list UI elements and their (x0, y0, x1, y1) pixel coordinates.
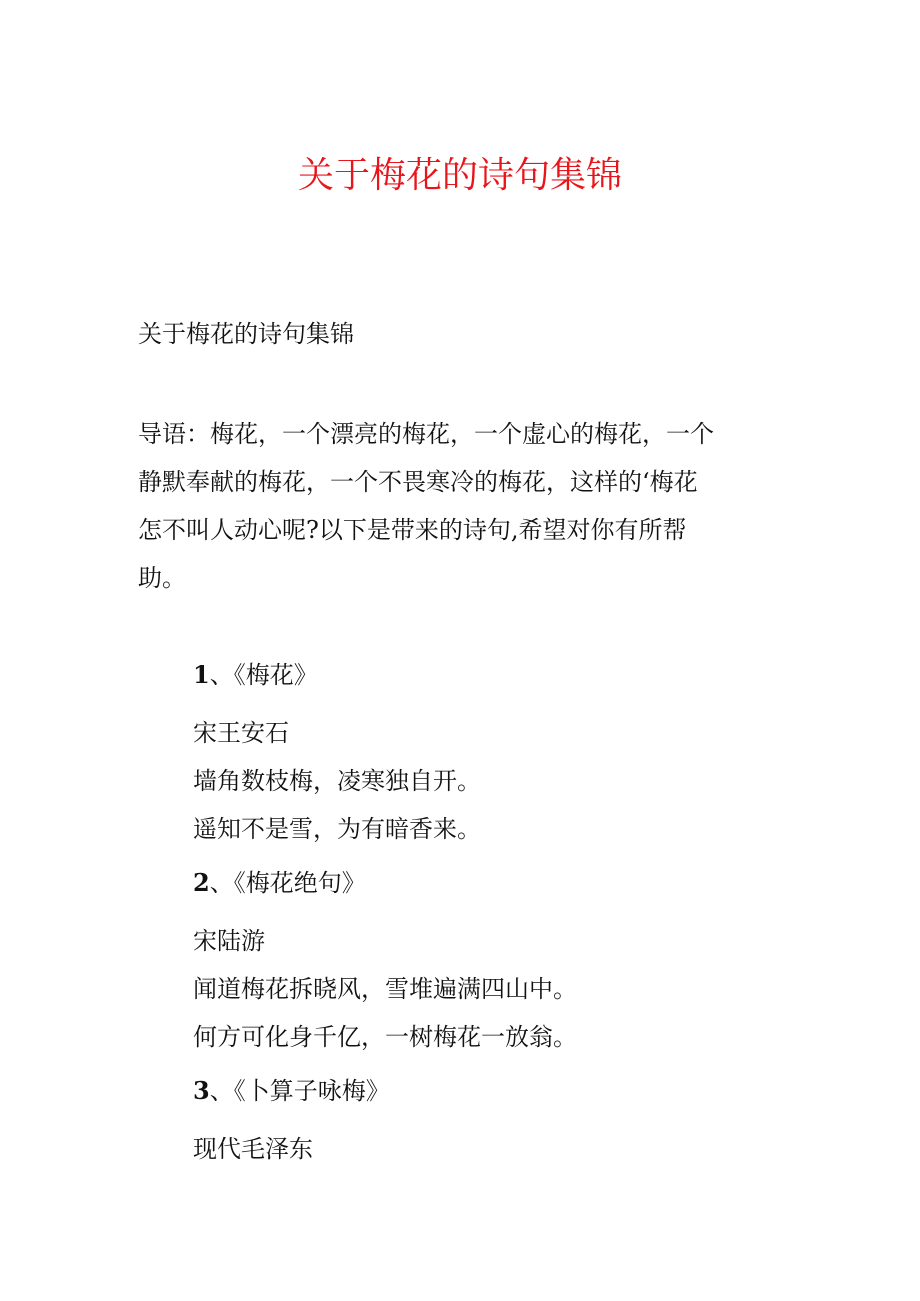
intro-line: 助。 (138, 564, 186, 592)
poem-line: 墙角数枝梅，凌寒独自开。 (193, 767, 481, 795)
poem-line: 何方可化身千亿，一树梅花一放翁。 (193, 1023, 577, 1051)
poem-entry-3 (193, 1071, 793, 1169)
poem-heading (193, 655, 793, 695)
poem-separator: 、 (209, 661, 234, 689)
poem-author: 宋王安石 (193, 719, 289, 747)
poem-number: 3 (193, 1076, 210, 1105)
poem-line: 遥知不是雪，为有暗香来。 (193, 815, 481, 843)
poem-title: 《梅花绝句》 (233, 869, 366, 897)
poem-entry-2 (193, 863, 793, 1057)
intro-line: 怎不叫人动心呢?以下是带来的诗句,希望对你有所帮 (138, 516, 687, 544)
poem-title: 《卜算子咏梅》 (233, 1077, 390, 1105)
poem-separator: 、 (209, 1077, 234, 1105)
document-title: 关于梅花的诗句集锦 (297, 155, 622, 196)
poem-separator: 、 (209, 869, 234, 897)
poem-author: 宋陆游 (193, 927, 265, 955)
document-subtitle: 关于梅花的诗句集锦 (138, 320, 354, 348)
poem-author: 现代毛泽东 (193, 1135, 313, 1163)
intro-paragraph (138, 410, 778, 602)
intro-line: 静默奉献的梅花，一个不畏寒冷的梅花，这样的‘梅花 (138, 468, 698, 496)
poem-number: 2 (193, 868, 210, 897)
intro-line: 导语：梅花，一个漂亮的梅花，一个虚心的梅花，一个 (138, 420, 714, 448)
poem-title: 《梅花》 (233, 661, 318, 689)
poem-heading (193, 1071, 793, 1111)
poem-line: 闻道梅花拆晓风，雪堆遍满四山中。 (193, 975, 577, 1003)
poem-heading (193, 863, 793, 903)
poem-entry-1 (193, 655, 793, 849)
poem-number: 1 (193, 660, 210, 689)
